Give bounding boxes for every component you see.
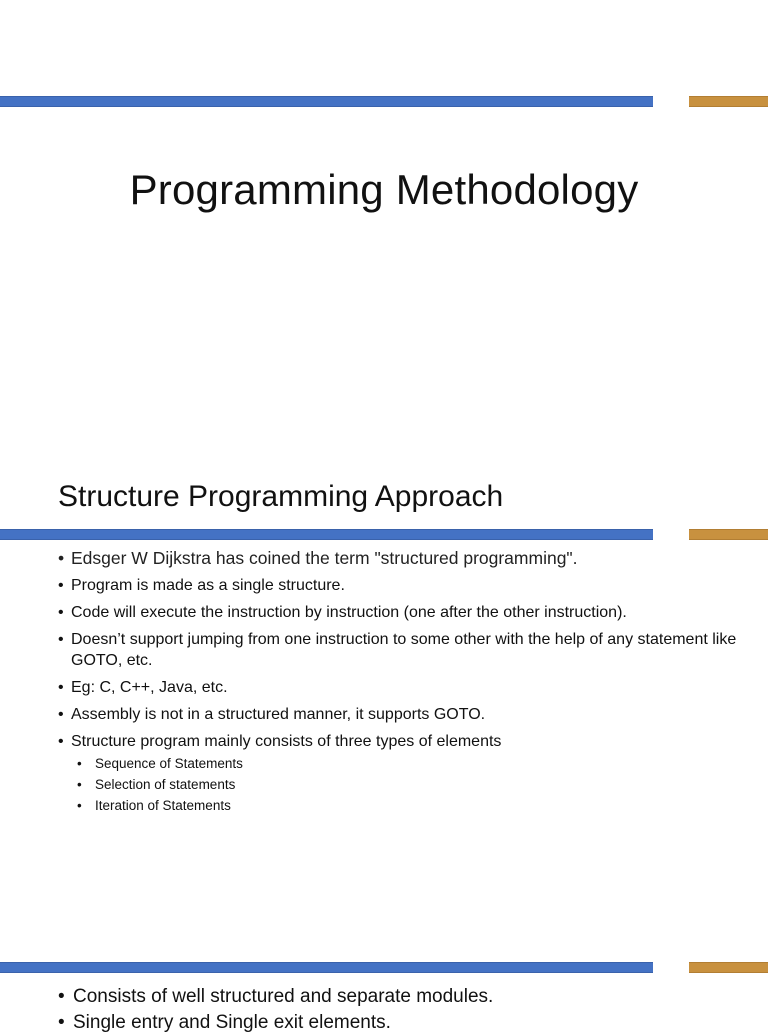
accent-bar-blue [0, 529, 653, 540]
bullet-item: • Program is made as a single structure. [58, 575, 738, 596]
accent-bar-gold [689, 96, 768, 107]
sub-bullet-item: • Selection of statements [71, 776, 738, 794]
bullet-list [58, 548, 738, 821]
accent-bar-blue [0, 962, 653, 973]
bullet-item: • Edsger W Dijkstra has coined the term "structured programming". [58, 548, 738, 569]
accent-bar-gold [689, 962, 768, 973]
accent-bar-gold [689, 529, 768, 540]
bullet-item: • Code will execute the instruction by instruction (one after the other instruction). [58, 602, 738, 623]
bullet-list [58, 984, 493, 1036]
sub-bullet-item: • Iteration of Statements [71, 797, 738, 815]
accent-bar-blue [0, 96, 653, 107]
bullet-item: • Single entry and Single exit elements. [58, 1010, 493, 1036]
sub-bullet-list [71, 755, 738, 815]
sub-bullet-item: • Sequence of Statements [71, 755, 738, 773]
bullet-text: Structure program mainly consists of three types of elements [71, 733, 502, 750]
bullet-item: • Assembly is not in a structured manner, it supports GOTO. [58, 704, 738, 725]
slide-title: Programming Methodology [129, 166, 639, 213]
bullet-item: • Doesn’t support jumping from one instruction to some other with the help of any statement like GOTO, etc. [58, 629, 738, 671]
bullet-item [58, 731, 738, 815]
slide-title: Structure Programming Approach [58, 480, 504, 513]
bullet-item: • Eg: C, C++, Java, etc. [58, 677, 738, 698]
bullet-item: • Consists of well structured and separate modules. [58, 984, 493, 1010]
